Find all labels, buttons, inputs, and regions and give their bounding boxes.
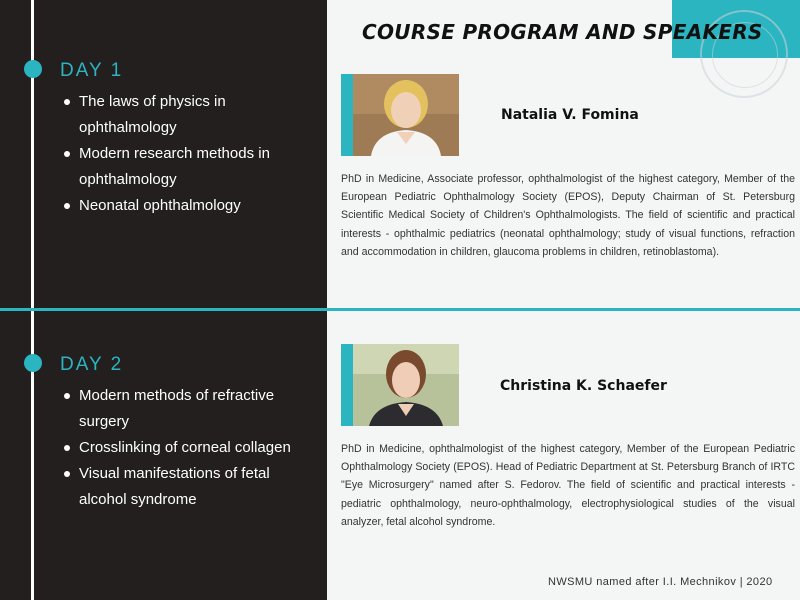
speaker-2-photo: [353, 344, 459, 426]
photo-accent-bar: [341, 74, 353, 156]
speaker-2-bio: PhD in Medicine, ophthalmologist of the highest category, Member of the European Pediatric Ophthalmology Society (EPOS). Head of Pediatric Department at St. Petersburg Branch of IRTC "Eye Microsurgery" named after S. Fedorov. The field of scientific and practical interests - pediatric ophthalmology, neuro-ophthalmology, electrophysiological studies of the visual analyzer, fetal alcohol syndrome.: [341, 443, 795, 528]
list-item: Modern research methods in ophthalmology: [62, 141, 312, 193]
day-2-timeline-dot: [24, 354, 42, 372]
list-item: Crosslinking of corneal collagen: [62, 435, 312, 461]
day-1-topics: [62, 89, 312, 219]
speaker-1-name: Natalia V. Fomina: [501, 107, 639, 123]
speaker-2-name: Christina K. Schaefer: [500, 378, 667, 394]
speaker-1-bio: PhD in Medicine, Associate professor, ophthalmologist of the highest category, Member of the European Pediatric Ophthalmology Society (EPOS), Deputy Chairman of St. Petersburg Scientific Medical Society of Children's Ophthalmologists. The field of scientific and practical interests - ophthalmic pediatrics (neonatal ophthalmology; study of visual functions, refraction and accommodation in children, glaucoma problems in children, retinoblastoma).: [341, 173, 795, 258]
photo-accent-bar: [341, 344, 353, 426]
list-item: Visual manifestations of fetal alcohol syndrome: [62, 461, 312, 513]
day-2-topics: [62, 383, 312, 513]
list-item: The laws of physics in ophthalmology: [62, 89, 312, 141]
timeline-line: [31, 0, 34, 600]
day-1-title: DAY 1: [60, 60, 124, 81]
day-1-timeline-dot: [24, 60, 42, 78]
list-item: Neonatal ophthalmology: [62, 193, 312, 219]
speaker-1-photo: [353, 74, 459, 156]
day-2-title: DAY 2: [60, 354, 124, 375]
list-item: Modern methods of refractive surgery: [62, 383, 312, 435]
footer-credit: NWSMU named after I.I. Mechnikov | 2020: [548, 576, 773, 588]
page-title: COURSE PROGRAM AND SPEAKERS: [362, 20, 763, 44]
